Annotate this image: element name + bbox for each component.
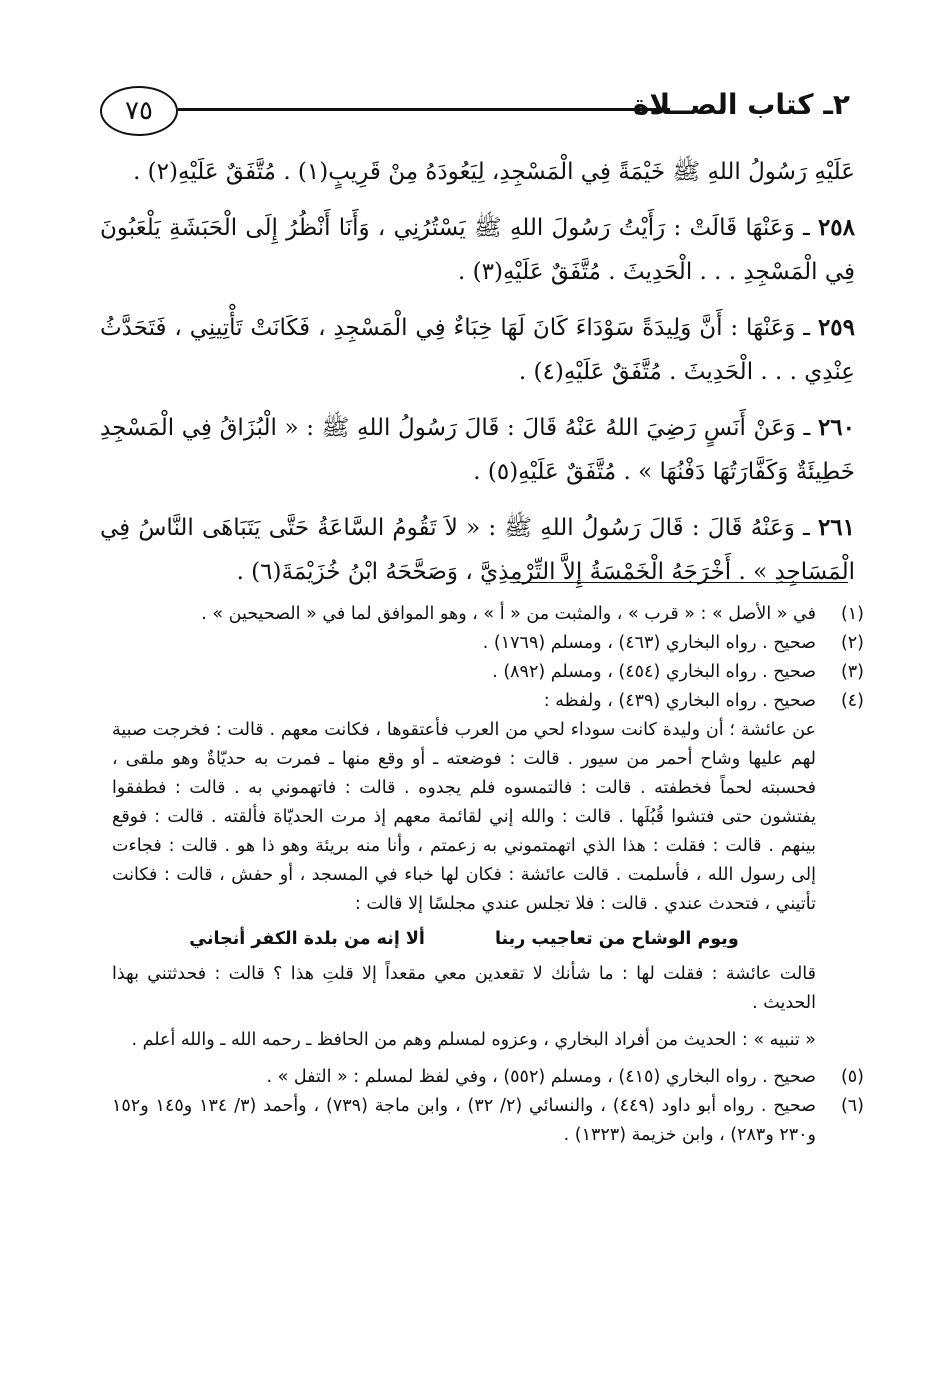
- hadith-text: [100, 150, 855, 606]
- hadith-number: ٢٦١: [817, 514, 856, 541]
- footnote-separator: [510, 582, 848, 583]
- poem-verse: [112, 925, 864, 954]
- poem-hemistich-2: ألا إنه من بلدة الكفر أنجاني: [189, 929, 425, 949]
- header-rule: [178, 108, 670, 111]
- hadith-261: ٢٦١ ـ وَعَنْهُ قَالَ : قَالَ رَسُولُ اللهِ ﷺ : « لاَ تَقُومُ السَّاعَةُ حَتَّى يَتَبَاهَى النَّاسُ فِي الْمَسَاجِدِ » . أَخْرَجَهُ الْخَمْسَةُ إِلاَّ التِّرْمِذِيَّ ، وَصَحَّحَهُ ابْنُ خُزَيْمَةَ(٦) .: [100, 514, 856, 585]
- footnote-4: (٤) صحيح . رواه البخاري (٤٣٩) ، ولفظه :: [543, 691, 864, 711]
- footnotes: [112, 600, 864, 1150]
- footnote-4-body: عن عائشة ؛ أن وليدة كانت سوداء لحي من العرب فأعتقوها ، فكانت معهم . قالت : فخرجت صبية لهم عليها وشاح أحمر من سيور . قالت : فوضعته ـ أو وقع منها ـ فمرت به حديّاةٌ وهو ملقى ، فحسبته لحماً فخطفته . قالت : فالتمسوه فلم يجدوه . قالت : فاتهموني به . قالت : فطفقوا يفتشون حتى فتشوا قُبُلَها . قالت : والله إني لقائمة معهم إذ مرت الحديّاة فألقته . قالت : فوقع بينهم . قالت : فقلت : هذا الذي اتهمتموني به زعمتم ، وأنا منه بريئة وهو ذا هو . قالت : فجاءت إلى رسول الله ، فأسلمت . قالت عائشة : فكان لها خباء في المسجد ، أو حفش ، قالت : فكانت تأتيني ، فتحدث عندي . قالت : فلا تجلس عندي مجلسًا إلا قالت :: [112, 720, 816, 914]
- hadith-continuation: عَلَيْهِ رَسُولُ اللهِ ﷺ خَيْمَةً فِي الْمَسْجِدِ، لِيَعُودَهُ مِنْ قَرِيبٍ(١) . مُتَّفَقٌ عَلَيْهِ(٢) .: [133, 159, 855, 185]
- footnote-3: (٣) صحيح . رواه البخاري (٤٥٤) ، ومسلم (٨٩٢) .: [492, 662, 864, 682]
- spacer: [112, 1018, 864, 1026]
- hadith-number: ٢٦٠: [817, 414, 855, 441]
- hadith-259: ٢٥٩ ـ وَعَنْهَا : أَنَّ وَلِيدَةً سَوْدَاءَ كَانَ لَهَا خِبَاءٌ فِي الْمَسْجِدِ ، فَكَانَتْ تَأْتِينِي ، فَتَحَدَّثُ عِنْدِي . . . الْحَدِيثَ . مُتَّفَقٌ عَلَيْهِ(٤) .: [100, 314, 855, 385]
- hadith-number: ٢٥٩: [817, 314, 855, 341]
- footnote-6: (٦) صحيح . رواه أبو داود (٤٤٩) ، والنسائي (٢/ ٣٢) ، وابن ماجة (٧٣٩) ، وأحمد (٣/ ١٣٤ و١٤٥ و١٥٢ و٢٣٠ و٢٨٣) ، وابن خزيمة (١٣٢٣) .: [112, 1096, 864, 1145]
- page-header: [100, 86, 850, 142]
- spacer: [112, 1055, 864, 1063]
- hadith-260: ٢٦٠ ـ وَعَنْ أَنَسٍ رَضِيَ اللهُ عَنْهُ قَالَ : قَالَ رَسُولُ اللهِ ﷺ : « الْبُزَاقُ فِي الْمَسْجِدِ خَطِيئَةٌ وَكَفَّارَتُهَا دَفْنُهَا » . مُتَّفَقٌ عَلَيْهِ(٥) .: [100, 414, 855, 485]
- footnote-2: (٢) صحيح . رواه البخاري (٤٦٣) ، ومسلم (١٧٦٩) .: [482, 633, 864, 653]
- poem-hemistich-1: ويوم الوشاح من تعاجيب ربنا: [494, 929, 739, 949]
- page-number: ٧٥: [100, 86, 178, 136]
- chapter-title: ٢ـ كتاب الصــلاة: [632, 88, 850, 121]
- footnote-1: (١) في « الأصل » : « قرب » ، والمثبت من « أ » ، وهو الموافق لما في « الصحيحين » .: [201, 604, 864, 624]
- hadith-number: ٢٥٨: [817, 214, 855, 241]
- tanbih-note: « تنبيه » : الحديث من أفراد البخاري ، وعزوه لمسلم وهم من الحافظ ـ رحمه الله ـ والله أعلم .: [131, 1030, 816, 1050]
- footnote-4-after: قالت عائشة : فقلت لها : ما شأنك لا تقعدين معي مقعداً إلا قلتِ هذا ؟ قالت : فحدثتني بهذا الحديث .: [112, 964, 816, 1013]
- hadith-258: ٢٥٨ ـ وَعَنْهَا قَالَتْ : رَأَيْتُ رَسُولَ اللهِ ﷺ يَسْتُرُنِي ، وَأَنَا أَنْظُرُ إِلَى الْحَبَشَةِ يَلْعَبُونَ فِي الْمَسْجِدِ . . . الْحَدِيثَ . مُتَّفَقٌ عَلَيْهِ(٣) .: [100, 214, 855, 285]
- footnote-5: (٥) صحيح . رواه البخاري (٤١٥) ، ومسلم (٥٥٢) ، وفي لفظ لمسلم : « التفل » .: [266, 1067, 864, 1087]
